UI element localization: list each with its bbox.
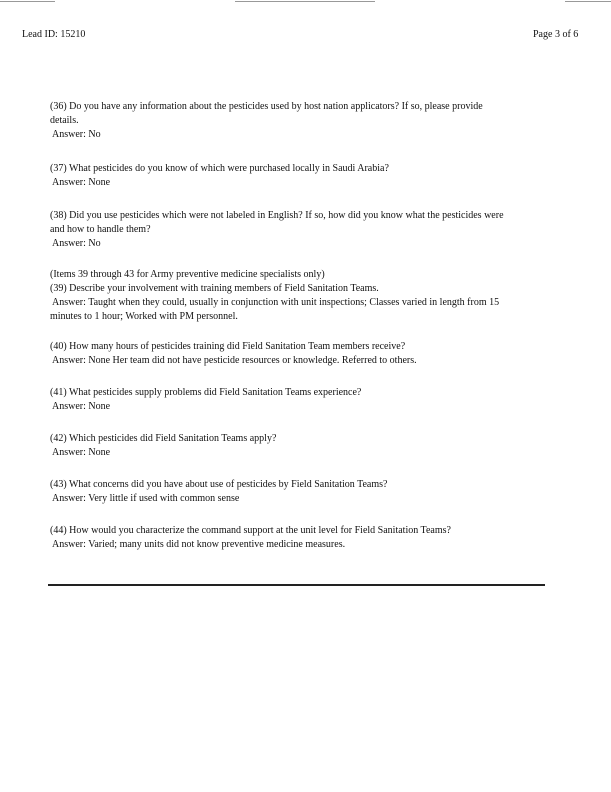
question-text: minutes to 1 hour; Worked with PM personnel. — [50, 311, 238, 322]
answer-text: Answer: No — [52, 129, 101, 140]
answer-text: Answer: Taught when they could, usually in conjunction with unit inspections; Classes varied in length from 15 — [52, 297, 500, 308]
horizontal-rule — [48, 584, 545, 586]
question-text: details. — [50, 115, 79, 126]
question-block — [50, 209, 540, 251]
scan-artifact-line — [235, 1, 375, 2]
question-block — [50, 432, 540, 460]
question-block — [50, 386, 540, 414]
question-block — [50, 162, 540, 190]
question-text: (42) Which pesticides did Field Sanitation Teams apply? — [50, 433, 277, 444]
question-text: (40) How many hours of pesticides training did Field Sanitation Team members receive? — [50, 341, 406, 352]
answer-text: Answer: None Her team did not have pesticide resources or knowledge. Referred to others. — [52, 355, 417, 366]
answer-text: Answer: None — [52, 177, 111, 188]
scan-artifact-line — [565, 1, 611, 2]
question-text: (44) How would you characterize the command support at the unit level for Field Sanitation Teams? — [50, 525, 451, 536]
question-text: (37) What pesticides do you know of which were purchased locally in Saudi Arabia? — [50, 163, 389, 174]
question-text: (36) Do you have any information about the pesticides used by host nation applicators? If so, please provide — [50, 101, 483, 112]
answer-text: Answer: No — [52, 238, 101, 249]
question-text: (39) Describe your involvement with training members of Field Sanitation Teams. — [50, 283, 379, 294]
question-block — [50, 478, 540, 506]
question-block — [50, 524, 540, 552]
answer-text: Answer: None — [52, 401, 111, 412]
page-number: Page 3 of 6 — [533, 29, 579, 40]
answer-text: Answer: Very little if used with common sense — [52, 493, 240, 504]
answer-text: Answer: None — [52, 447, 111, 458]
scan-artifact-line — [0, 1, 55, 2]
answer-text: Answer: Varied; many units did not know preventive medicine measures. — [52, 539, 346, 550]
question-text: (38) Did you use pesticides which were not labeled in English? If so, how did you know what the pesticides were — [50, 210, 504, 221]
question-text: and how to handle them? — [50, 224, 151, 235]
question-text: (41) What pesticides supply problems did Field Sanitation Teams experience? — [50, 387, 362, 398]
question-text: (Items 39 through 43 for Army preventive medicine specialists only) — [50, 269, 325, 280]
question-block — [50, 340, 540, 368]
question-block — [50, 268, 540, 324]
question-block — [50, 100, 540, 142]
question-text: (43) What concerns did you have about use of pesticides by Field Sanitation Teams? — [50, 479, 388, 490]
lead-id: Lead ID: 15210 — [22, 29, 86, 40]
